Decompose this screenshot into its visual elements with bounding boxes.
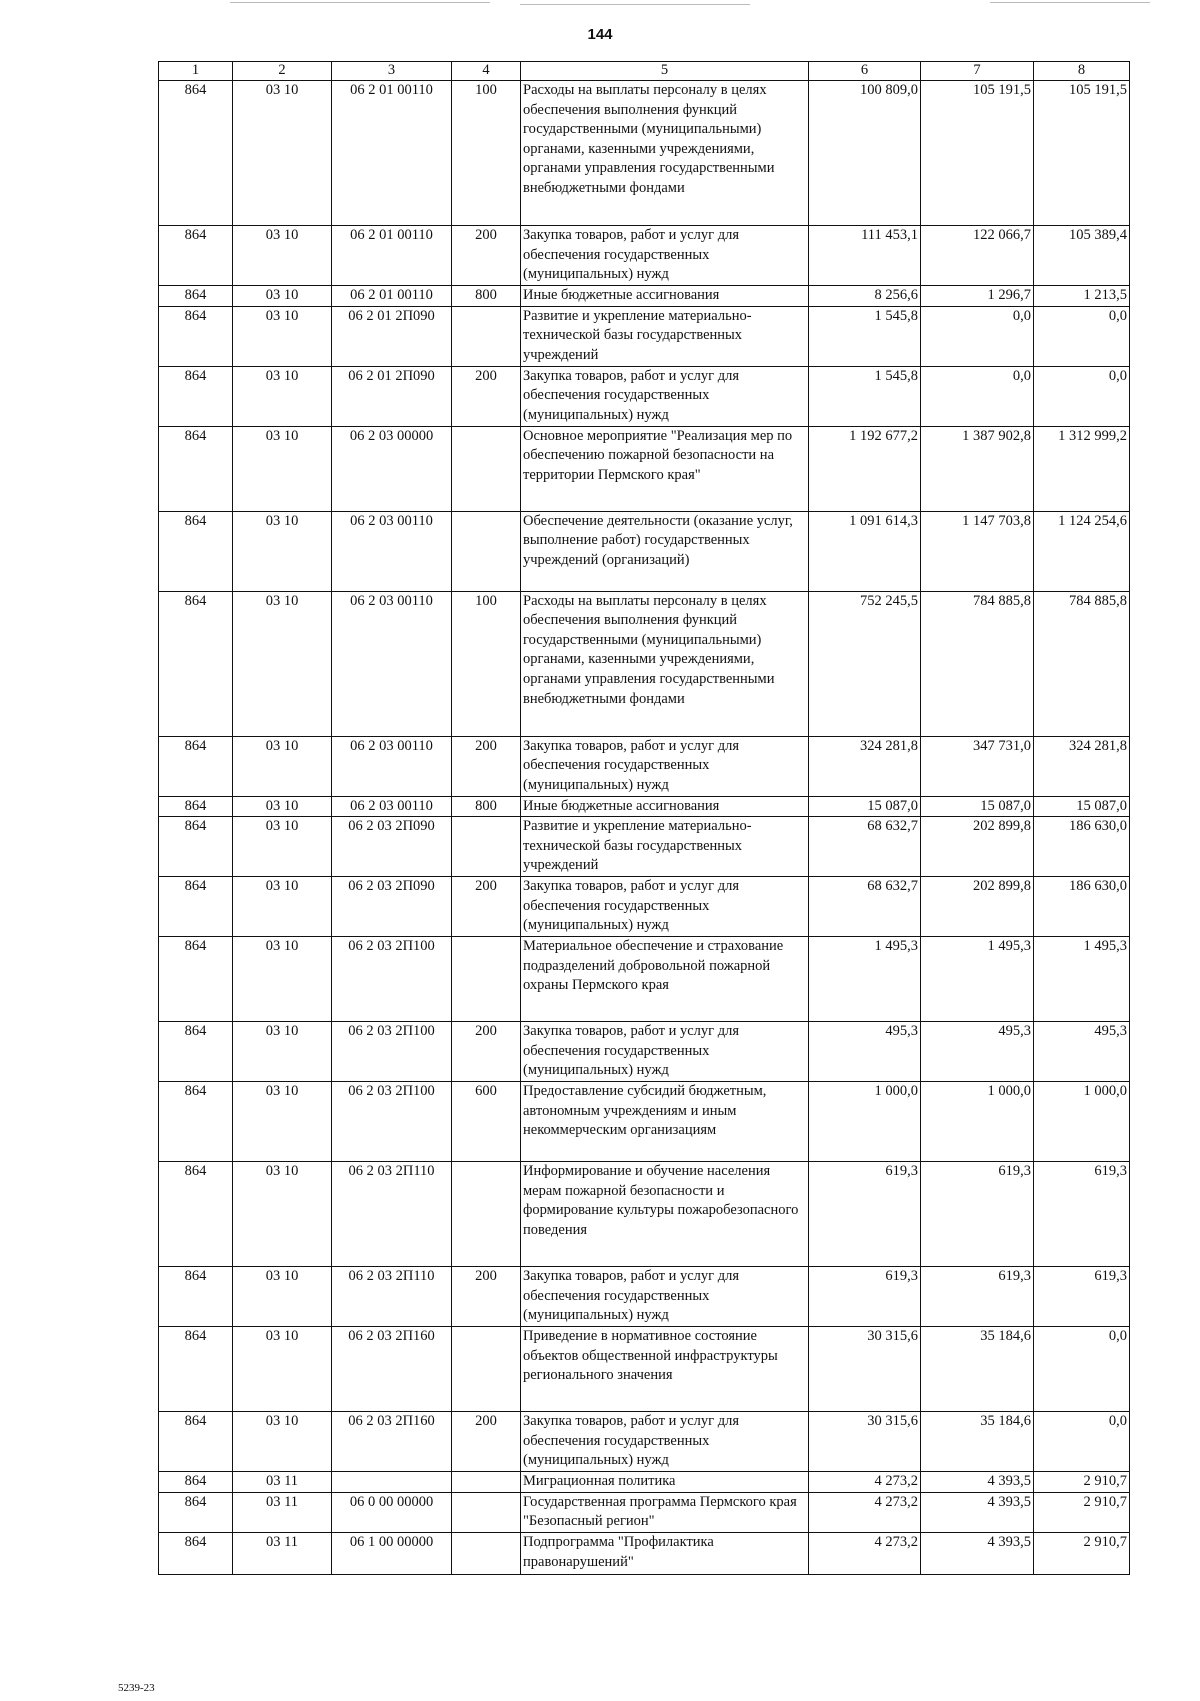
item-description: Подпрограмма "Профилактика правонарушений" [521, 1532, 809, 1574]
item-description: Закупка товаров, работ и услуг для обеспечения государственных (муниципальных) нужд [521, 366, 809, 426]
target-article-code: 06 2 03 2П090 [332, 877, 452, 937]
expense-type-code [452, 426, 521, 511]
amount-col7: 347 731,0 [921, 736, 1034, 796]
section-code: 03 10 [233, 736, 332, 796]
amount-col6: 68 632,7 [809, 817, 921, 877]
item-description: Обеспечение деятельности (оказание услуг, выполнение работ) государственных учреждений (организаций) [521, 511, 809, 591]
amount-col6: 1 000,0 [809, 1082, 921, 1162]
amount-col8: 619,3 [1034, 1162, 1130, 1267]
expense-type-code [452, 1472, 521, 1493]
amount-col8: 0,0 [1034, 366, 1130, 426]
amount-col8: 1 213,5 [1034, 286, 1130, 307]
item-description: Иные бюджетные ассигнования [521, 796, 809, 817]
expense-type-code: 100 [452, 81, 521, 226]
item-description: Закупка товаров, работ и услуг для обеспечения государственных (муниципальных) нужд [521, 736, 809, 796]
section-code: 03 10 [233, 1082, 332, 1162]
budget-admin-code: 864 [159, 1472, 233, 1493]
amount-col7: 0,0 [921, 366, 1034, 426]
page-number: 144 [587, 26, 613, 43]
column-number: 6 [809, 62, 921, 81]
section-code: 03 10 [233, 511, 332, 591]
section-code: 03 10 [233, 1327, 332, 1412]
amount-col6: 1 545,8 [809, 366, 921, 426]
amount-col7: 122 066,7 [921, 226, 1034, 286]
budget-admin-code: 864 [159, 306, 233, 366]
expense-type-code: 600 [452, 1082, 521, 1162]
amount-col6: 4 273,2 [809, 1532, 921, 1574]
budget-admin-code: 864 [159, 1022, 233, 1082]
item-description: Закупка товаров, работ и услуг для обеспечения государственных (муниципальных) нужд [521, 1267, 809, 1327]
section-code: 03 10 [233, 1162, 332, 1267]
budget-admin-code: 864 [159, 1082, 233, 1162]
amount-col6: 15 087,0 [809, 796, 921, 817]
item-description: Материальное обеспечение и страхование подразделений добровольной пожарной охраны Пермского края [521, 937, 809, 1022]
amount-col6: 100 809,0 [809, 81, 921, 226]
budget-admin-code: 864 [159, 426, 233, 511]
expense-type-code: 200 [452, 877, 521, 937]
section-code: 03 10 [233, 226, 332, 286]
amount-col8: 0,0 [1034, 1327, 1130, 1412]
amount-col7: 0,0 [921, 306, 1034, 366]
expense-type-code: 200 [452, 1267, 521, 1327]
table-row [159, 511, 1130, 591]
section-code: 03 10 [233, 81, 332, 226]
budget-admin-code: 864 [159, 1162, 233, 1267]
section-code: 03 10 [233, 306, 332, 366]
budget-admin-code: 864 [159, 1327, 233, 1412]
document-code: 5239-23 [118, 1682, 155, 1694]
amount-col7: 495,3 [921, 1022, 1034, 1082]
target-article-code: 06 2 03 00110 [332, 511, 452, 591]
table-row [159, 877, 1130, 937]
amount-col6: 1 091 614,3 [809, 511, 921, 591]
amount-col6: 1 192 677,2 [809, 426, 921, 511]
expense-type-code: 200 [452, 366, 521, 426]
target-article-code: 06 2 03 2П160 [332, 1412, 452, 1472]
target-article-code: 06 2 01 2П090 [332, 306, 452, 366]
amount-col8: 1 000,0 [1034, 1082, 1130, 1162]
table-row [159, 1492, 1130, 1532]
scan-artifact [990, 2, 1150, 3]
table-row [159, 306, 1130, 366]
item-description: Государственная программа Пермского края "Безопасный регион" [521, 1492, 809, 1532]
target-article-code [332, 1472, 452, 1493]
item-description: Закупка товаров, работ и услуг для обеспечения государственных (муниципальных) нужд [521, 1412, 809, 1472]
budget-admin-code: 864 [159, 937, 233, 1022]
table-row [159, 1532, 1130, 1574]
amount-col8: 324 281,8 [1034, 736, 1130, 796]
section-code: 03 10 [233, 877, 332, 937]
column-number: 5 [521, 62, 809, 81]
amount-col8: 784 885,8 [1034, 591, 1130, 736]
expense-type-code: 200 [452, 1022, 521, 1082]
expense-type-code [452, 817, 521, 877]
target-article-code: 06 2 03 2П090 [332, 817, 452, 877]
expense-type-code: 800 [452, 286, 521, 307]
expense-type-code [452, 1327, 521, 1412]
item-description: Закупка товаров, работ и услуг для обеспечения государственных (муниципальных) нужд [521, 226, 809, 286]
expense-type-code [452, 1162, 521, 1267]
item-description: Развитие и укрепление материально-технической базы государственных учреждений [521, 306, 809, 366]
amount-col8: 2 910,7 [1034, 1492, 1130, 1532]
amount-col7: 105 191,5 [921, 81, 1034, 226]
scan-artifact [230, 2, 490, 3]
column-number: 8 [1034, 62, 1130, 81]
section-code: 03 10 [233, 1022, 332, 1082]
table-row [159, 1162, 1130, 1267]
scan-artifact [520, 4, 750, 5]
target-article-code: 06 2 03 2П100 [332, 937, 452, 1022]
amount-col6: 111 453,1 [809, 226, 921, 286]
budget-admin-code: 864 [159, 591, 233, 736]
section-code: 03 10 [233, 426, 332, 511]
section-code: 03 10 [233, 1412, 332, 1472]
target-article-code: 06 2 03 2П110 [332, 1267, 452, 1327]
table-row [159, 1082, 1130, 1162]
table-row [159, 1022, 1130, 1082]
amount-col6: 8 256,6 [809, 286, 921, 307]
table-row [159, 796, 1130, 817]
amount-col6: 619,3 [809, 1267, 921, 1327]
target-article-code: 06 2 01 00110 [332, 81, 452, 226]
amount-col7: 15 087,0 [921, 796, 1034, 817]
expense-type-code: 100 [452, 591, 521, 736]
amount-col6: 4 273,2 [809, 1492, 921, 1532]
amount-col8: 1 312 999,2 [1034, 426, 1130, 511]
section-code: 03 10 [233, 817, 332, 877]
budget-admin-code: 864 [159, 81, 233, 226]
amount-col6: 619,3 [809, 1162, 921, 1267]
table-row [159, 591, 1130, 736]
item-description: Информирование и обучение населения мерам пожарной безопасности и формирование культуры пожаробезопасного поведения [521, 1162, 809, 1267]
amount-col7: 784 885,8 [921, 591, 1034, 736]
expense-type-code [452, 937, 521, 1022]
amount-col8: 0,0 [1034, 1412, 1130, 1472]
section-code: 03 11 [233, 1472, 332, 1493]
target-article-code: 06 2 01 00110 [332, 226, 452, 286]
amount-col7: 619,3 [921, 1267, 1034, 1327]
amount-col8: 2 910,7 [1034, 1472, 1130, 1493]
expense-type-code [452, 306, 521, 366]
item-description: Иные бюджетные ассигнования [521, 286, 809, 307]
target-article-code: 06 2 03 00110 [332, 591, 452, 736]
table-row [159, 226, 1130, 286]
amount-col6: 30 315,6 [809, 1412, 921, 1472]
table-row [159, 1472, 1130, 1493]
budget-admin-code: 864 [159, 1267, 233, 1327]
amount-col8: 105 389,4 [1034, 226, 1130, 286]
amount-col6: 752 245,5 [809, 591, 921, 736]
budget-admin-code: 864 [159, 1412, 233, 1472]
budget-admin-code: 864 [159, 366, 233, 426]
table-row [159, 81, 1130, 226]
budget-admin-code: 864 [159, 1492, 233, 1532]
item-description: Расходы на выплаты персоналу в целях обеспечения выполнения функций государственными (муниципальными) органами, казенными учреждениями, органами управления государственными внебюджетными фондами [521, 81, 809, 226]
table-row [159, 1412, 1130, 1472]
target-article-code: 06 2 03 2П100 [332, 1022, 452, 1082]
budget-admin-code: 864 [159, 796, 233, 817]
target-article-code: 06 2 03 00110 [332, 796, 452, 817]
table-row [159, 366, 1130, 426]
target-article-code: 06 2 03 2П100 [332, 1082, 452, 1162]
section-code: 03 10 [233, 286, 332, 307]
amount-col8: 495,3 [1034, 1022, 1130, 1082]
expense-type-code [452, 511, 521, 591]
section-code: 03 11 [233, 1532, 332, 1574]
amount-col6: 4 273,2 [809, 1472, 921, 1493]
column-number: 7 [921, 62, 1034, 81]
item-description: Основное мероприятие "Реализация мер по обеспечению пожарной безопасности на территории Пермского края" [521, 426, 809, 511]
budget-admin-code: 864 [159, 286, 233, 307]
amount-col7: 35 184,6 [921, 1412, 1034, 1472]
budget-admin-code: 864 [159, 736, 233, 796]
budget-admin-code: 864 [159, 817, 233, 877]
column-number: 4 [452, 62, 521, 81]
table-row [159, 736, 1130, 796]
amount-col7: 1 387 902,8 [921, 426, 1034, 511]
section-code: 03 11 [233, 1492, 332, 1532]
amount-col6: 495,3 [809, 1022, 921, 1082]
table-row [159, 937, 1130, 1022]
target-article-code: 06 2 03 2П160 [332, 1327, 452, 1412]
budget-table [158, 61, 1130, 1575]
amount-col8: 619,3 [1034, 1267, 1130, 1327]
budget-admin-code: 864 [159, 877, 233, 937]
column-number-row [159, 62, 1130, 81]
budget-admin-code: 864 [159, 1532, 233, 1574]
expense-type-code: 200 [452, 226, 521, 286]
amount-col6: 1 545,8 [809, 306, 921, 366]
amount-col7: 1 495,3 [921, 937, 1034, 1022]
amount-col7: 202 899,8 [921, 877, 1034, 937]
target-article-code: 06 2 03 00000 [332, 426, 452, 511]
amount-col8: 105 191,5 [1034, 81, 1130, 226]
table-row [159, 426, 1130, 511]
expense-type-code: 200 [452, 1412, 521, 1472]
amount-col8: 15 087,0 [1034, 796, 1130, 817]
target-article-code: 06 2 01 00110 [332, 286, 452, 307]
expense-type-code [452, 1492, 521, 1532]
amount-col7: 4 393,5 [921, 1492, 1034, 1532]
table-row [159, 817, 1130, 877]
column-number: 3 [332, 62, 452, 81]
target-article-code: 06 1 00 00000 [332, 1532, 452, 1574]
item-description: Развитие и укрепление материально-технической базы государственных учреждений [521, 817, 809, 877]
section-code: 03 10 [233, 1267, 332, 1327]
expense-type-code: 200 [452, 736, 521, 796]
table-row [159, 1327, 1130, 1412]
item-description: Закупка товаров, работ и услуг для обеспечения государственных (муниципальных) нужд [521, 877, 809, 937]
section-code: 03 10 [233, 366, 332, 426]
amount-col6: 68 632,7 [809, 877, 921, 937]
target-article-code: 06 2 01 2П090 [332, 366, 452, 426]
amount-col8: 186 630,0 [1034, 817, 1130, 877]
item-description: Миграционная политика [521, 1472, 809, 1493]
item-description: Приведение в нормативное состояние объектов общественной инфраструктуры регионального значения [521, 1327, 809, 1412]
column-number: 2 [233, 62, 332, 81]
column-number: 1 [159, 62, 233, 81]
amount-col7: 202 899,8 [921, 817, 1034, 877]
expense-type-code [452, 1532, 521, 1574]
amount-col8: 0,0 [1034, 306, 1130, 366]
amount-col7: 4 393,5 [921, 1532, 1034, 1574]
amount-col8: 2 910,7 [1034, 1532, 1130, 1574]
amount-col6: 324 281,8 [809, 736, 921, 796]
amount-col6: 1 495,3 [809, 937, 921, 1022]
amount-col7: 4 393,5 [921, 1472, 1034, 1493]
amount-col7: 1 000,0 [921, 1082, 1034, 1162]
target-article-code: 06 0 00 00000 [332, 1492, 452, 1532]
table-row [159, 1267, 1130, 1327]
amount-col6: 30 315,6 [809, 1327, 921, 1412]
section-code: 03 10 [233, 796, 332, 817]
amount-col8: 186 630,0 [1034, 877, 1130, 937]
item-description: Расходы на выплаты персоналу в целях обеспечения выполнения функций государственными (муниципальными) органами, казенными учреждениями, органами управления государственными внебюджетными фондами [521, 591, 809, 736]
target-article-code: 06 2 03 2П110 [332, 1162, 452, 1267]
amount-col8: 1 124 254,6 [1034, 511, 1130, 591]
amount-col7: 619,3 [921, 1162, 1034, 1267]
amount-col8: 1 495,3 [1034, 937, 1130, 1022]
budget-admin-code: 864 [159, 511, 233, 591]
section-code: 03 10 [233, 591, 332, 736]
budget-admin-code: 864 [159, 226, 233, 286]
item-description: Закупка товаров, работ и услуг для обеспечения государственных (муниципальных) нужд [521, 1022, 809, 1082]
section-code: 03 10 [233, 937, 332, 1022]
item-description: Предоставление субсидий бюджетным, автономным учреждениям и иным некоммерческим организациям [521, 1082, 809, 1162]
table-row [159, 286, 1130, 307]
amount-col7: 1 147 703,8 [921, 511, 1034, 591]
target-article-code: 06 2 03 00110 [332, 736, 452, 796]
amount-col7: 35 184,6 [921, 1327, 1034, 1412]
amount-col7: 1 296,7 [921, 286, 1034, 307]
expense-type-code: 800 [452, 796, 521, 817]
